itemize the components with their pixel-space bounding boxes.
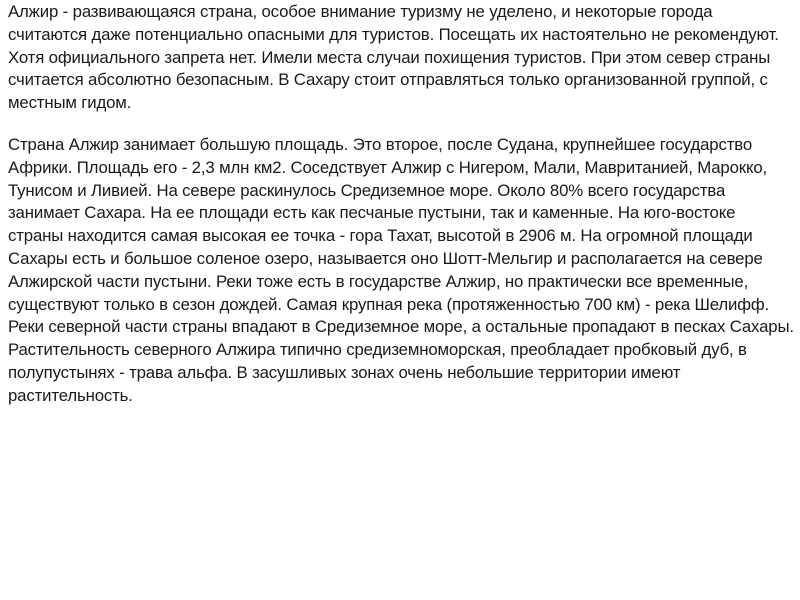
- paragraph-geography: Страна Алжир занимает большую площадь. Это второе, после Судана, крупнейшее государство Африки. Площадь его - 2,3 млн км2. Соседствует Алжир с Нигером, Мали, Мавританией, Марокко, Тунисом и Ливией. На севере раскинулось Средиземное море. Около 80% всего государства занимает Сахара. На ее площади есть как песчаные пустыни, так и каменные. На юго-востоке страны находится самая высокая ее точка - гора Тахат, высотой в 2906 м. На огромной площади Сахары есть и большое соленое озеро, называется оно Шотт-Мельгир и располагается на севере Алжирской части пустыни. Реки тоже есть в государстве Алжир, но практически все временные, существуют только в сезон дождей. Самая крупная река (протяженностью 700 км) - река Шелифф. Реки северной части страны впадают в Средиземное море, а остальные пропадают в песках Сахары. Растительность северного Алжира типично средиземноморская, преобладает пробковый дуб, в полупустынях - трава альфа. В засушливых зонах очень небольшие территории имеют растительность.: [8, 135, 794, 405]
- paragraph-tourism: Алжир - развивающаяся страна, особое внимание туризму не уделено, и некоторые города считаются даже потенциально опасными для туристов. Посещать их настоятельно не рекомендуют. Хотя официального запрета нет. Имели места случаи похищения туристов. При этом север страны считается абсолютно безопасным. В Сахару стоит отправляться только организованной группой, с местным гидом.: [8, 2, 779, 113]
